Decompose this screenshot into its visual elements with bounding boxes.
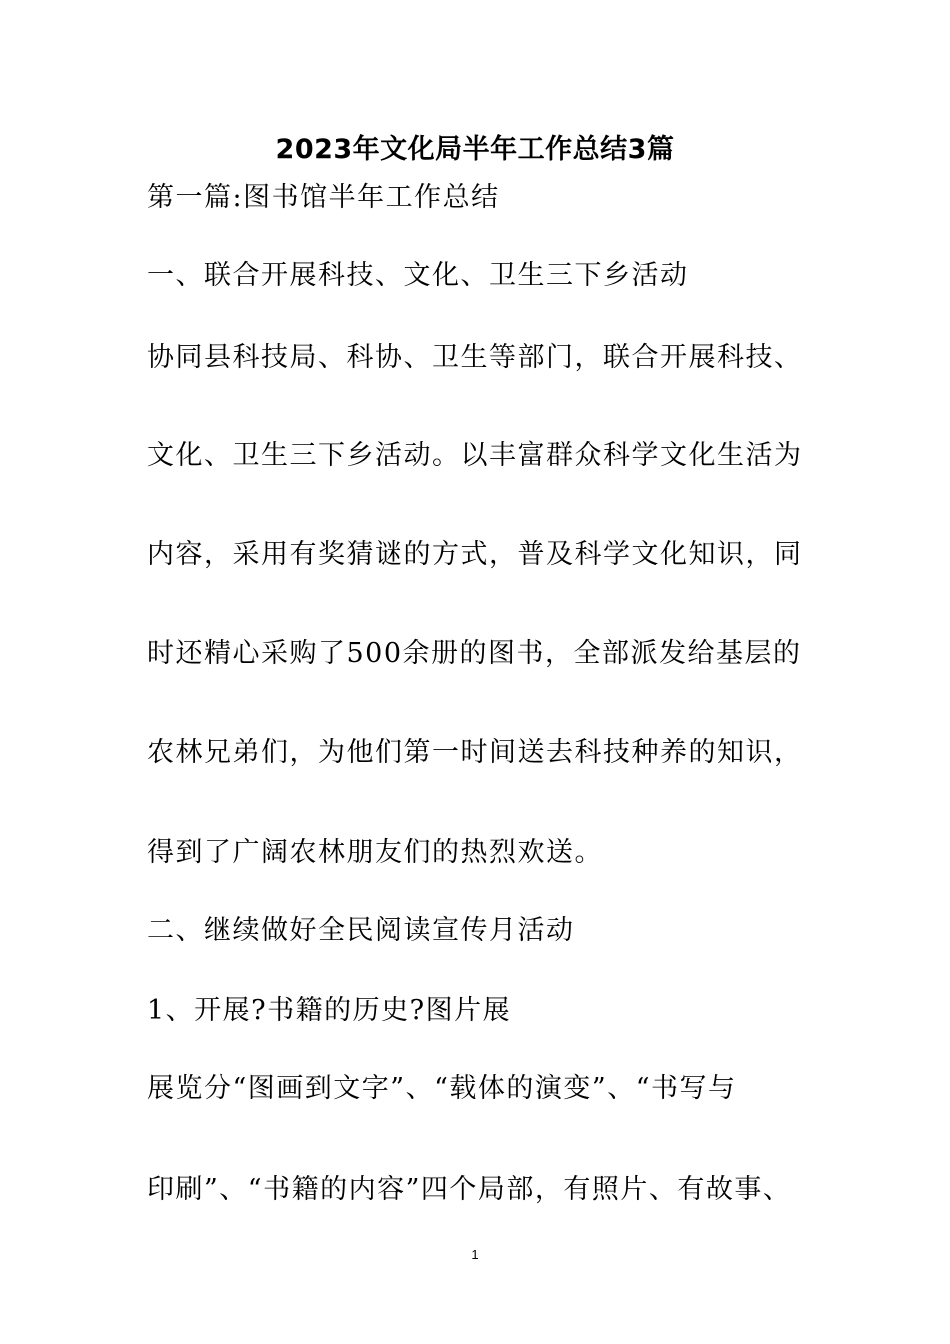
section-heading: 一、联合开展科技、文化、卫生三下乡活动 [147, 260, 689, 291]
paragraph-line: 协同县科技局、科协、卫生等部门，联合开展科技、 [147, 342, 803, 373]
paragraph-line: 农林兄弟们，为他们第一时间送去科技种养的知识， [147, 737, 803, 768]
paragraph-line: 得到了广阔农林朋友们的热烈欢送。 [147, 837, 603, 868]
paragraph-line: 印刷”、“书籍的内容”四个局部，有照片、有故事、 [147, 1174, 792, 1205]
document-title: 2023年文化局半年工作总结3篇 [275, 134, 675, 165]
subsection-heading: 1、开展?书籍的历史?图片展 [147, 995, 512, 1026]
section-heading: 二、继续做好全民阅读宣传月活动 [147, 915, 575, 946]
paragraph-line: 时还精心采购了500余册的图书，全部派发给基层的 [147, 638, 802, 669]
chapter-heading: 第一篇:图书馆半年工作总结 [147, 182, 500, 213]
paragraph-line: 文化、卫生三下乡活动。以丰富群众科学文化生活为 [147, 440, 803, 471]
paragraph-line: 内容，采用有奖猜谜的方式，普及科学文化知识，同 [147, 539, 803, 570]
page-number: 1 [471, 1247, 479, 1262]
paragraph-line: 展览分“图画到文字”、“载体的演变”、“书写与 [147, 1073, 737, 1104]
